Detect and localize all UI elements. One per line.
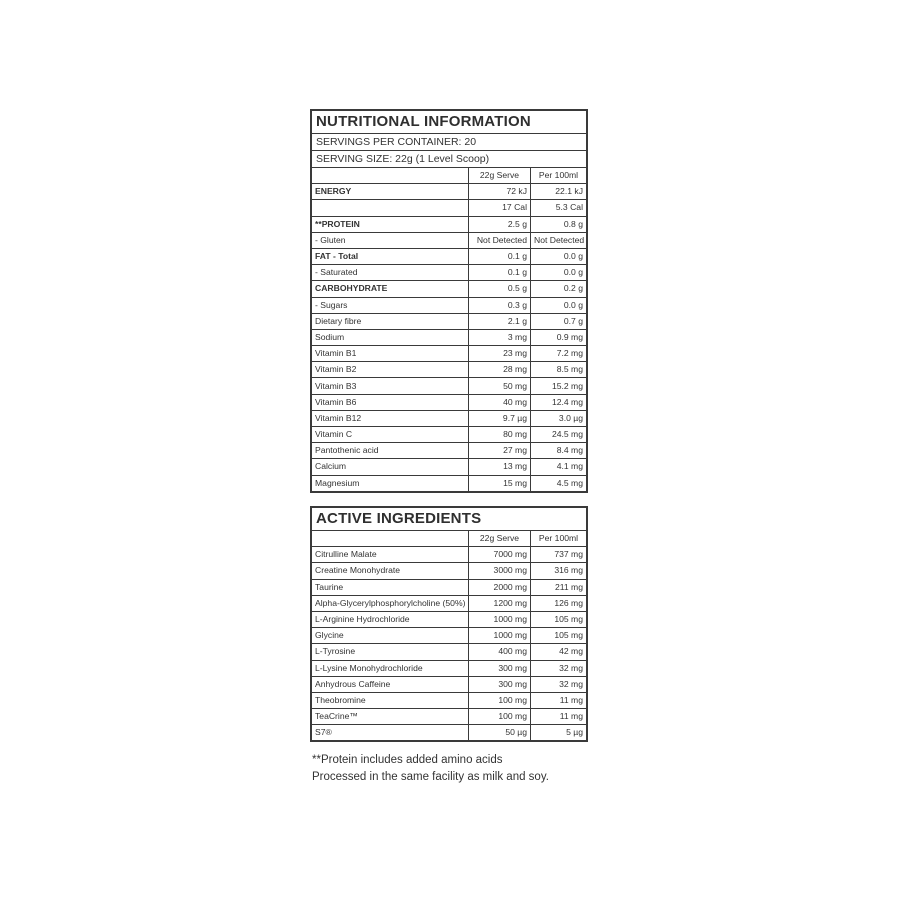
serve-value: 7000 mg <box>469 547 531 563</box>
nutrient-label: - Sugars <box>312 297 469 313</box>
table-row <box>312 313 586 329</box>
nutrition-table <box>312 168 586 491</box>
table-row <box>312 329 586 345</box>
nutrient-label: Vitamin B1 <box>312 346 469 362</box>
per100-value: 4.5 mg <box>531 475 587 491</box>
serve-value: 50 mg <box>469 378 531 394</box>
table-row <box>312 200 586 216</box>
per100-value: 105 mg <box>531 611 587 627</box>
per100-value: 7.2 mg <box>531 346 587 362</box>
serve-value: 28 mg <box>469 362 531 378</box>
nutrient-label: Vitamin B12 <box>312 410 469 426</box>
table-row <box>312 216 586 232</box>
nutrient-label: Vitamin C <box>312 427 469 443</box>
per100-value: 8.5 mg <box>531 362 587 378</box>
table-row <box>312 281 586 297</box>
nutrient-label: Theobromine <box>312 692 469 708</box>
per100-value: Not Detected <box>531 232 587 248</box>
serve-value: 0.1 g <box>469 248 531 264</box>
nutrient-label: TeaCrine™ <box>312 709 469 725</box>
serve-value: 17 Cal <box>469 200 531 216</box>
nutrient-label: Magnesium <box>312 475 469 491</box>
nutrient-label: Vitamin B3 <box>312 378 469 394</box>
per100-value: 737 mg <box>531 547 587 563</box>
table-row <box>312 579 586 595</box>
serve-value: Not Detected <box>469 232 531 248</box>
per100-value: 22.1 kJ <box>531 184 587 200</box>
per100-value: 316 mg <box>531 563 587 579</box>
nutrient-label: L-Tyrosine <box>312 644 469 660</box>
per100-value: 5 µg <box>531 725 587 741</box>
per100-value: 4.1 mg <box>531 459 587 475</box>
nutrient-label: S7® <box>312 725 469 741</box>
protein-footnote: **Protein includes added amino acids <box>312 754 503 766</box>
table-row <box>312 725 586 741</box>
serve-value: 100 mg <box>469 692 531 708</box>
facility-footnote: Processed in the same facility as milk and soy. <box>312 771 549 783</box>
table-row <box>312 443 586 459</box>
table-row <box>312 346 586 362</box>
active-header-row <box>312 531 586 547</box>
table-row <box>312 378 586 394</box>
serve-value: 2.1 g <box>469 313 531 329</box>
per100-value: 15.2 mg <box>531 378 587 394</box>
table-row <box>312 184 586 200</box>
nutrition-title: NUTRITIONAL INFORMATION <box>312 111 586 134</box>
table-row <box>312 709 586 725</box>
active-col-per100: Per 100ml <box>538 533 579 544</box>
active-ingredients-panel <box>310 506 588 742</box>
table-row <box>312 547 586 563</box>
table-row <box>312 676 586 692</box>
nutrient-label: L-Lysine Monohydrochloride <box>312 660 469 676</box>
nutrient-label: Taurine <box>312 579 469 595</box>
nutrition-header-row <box>312 168 586 184</box>
servings-per-container: SERVINGS PER CONTAINER: 20 <box>312 134 586 151</box>
table-row <box>312 265 586 281</box>
per100-value: 8.4 mg <box>531 443 587 459</box>
per100-value: 32 mg <box>531 676 587 692</box>
nutrient-label: Pantothenic acid <box>312 443 469 459</box>
serve-value: 0.5 g <box>469 281 531 297</box>
serve-value: 2.5 g <box>469 216 531 232</box>
per100-value: 32 mg <box>531 660 587 676</box>
serve-value: 0.1 g <box>469 265 531 281</box>
serve-value: 50 µg <box>469 725 531 741</box>
serving-size: SERVING SIZE: 22g (1 Level Scoop) <box>312 151 586 168</box>
nutrient-label: Vitamin B2 <box>312 362 469 378</box>
table-row <box>312 692 586 708</box>
per100-value: 211 mg <box>531 579 587 595</box>
table-row <box>312 297 586 313</box>
serve-value: 9.7 µg <box>469 410 531 426</box>
serve-value: 1000 mg <box>469 611 531 627</box>
serve-value: 3 mg <box>469 329 531 345</box>
serve-value: 0.3 g <box>469 297 531 313</box>
table-row <box>312 595 586 611</box>
serve-value: 300 mg <box>469 660 531 676</box>
table-row <box>312 628 586 644</box>
table-row <box>312 410 586 426</box>
nutrient-label: Glycine <box>312 628 469 644</box>
table-row <box>312 232 586 248</box>
serve-value: 1000 mg <box>469 628 531 644</box>
serve-value: 13 mg <box>469 459 531 475</box>
nutrient-label: Dietary fibre <box>312 313 469 329</box>
nutrient-label: **PROTEIN <box>312 216 469 232</box>
table-row <box>312 644 586 660</box>
nutrient-label: - Gluten <box>312 232 469 248</box>
nutrient-label: Sodium <box>312 329 469 345</box>
nutrient-label: Alpha-Glycerylphosphorylcholine (50%) <box>312 595 469 611</box>
table-row <box>312 475 586 491</box>
per100-value: 0.0 g <box>531 265 587 281</box>
per100-value: 11 mg <box>531 709 587 725</box>
per100-value: 3.0 µg <box>531 410 587 426</box>
nutrition-col-serve: 22g Serve <box>469 168 531 184</box>
nutrient-label: L-Arginine Hydrochloride <box>312 611 469 627</box>
per100-value: 42 mg <box>531 644 587 660</box>
nutrient-label: - Saturated <box>312 265 469 281</box>
nutrient-label: ENERGY <box>312 184 469 200</box>
active-header-blank <box>312 531 469 547</box>
nutrient-label: Citrulline Malate <box>312 547 469 563</box>
serve-value: 80 mg <box>469 427 531 443</box>
serve-value: 15 mg <box>469 475 531 491</box>
nutrient-label <box>312 200 469 216</box>
nutrient-label: Creatine Monohydrate <box>312 563 469 579</box>
serve-value: 23 mg <box>469 346 531 362</box>
nutrition-col-per100: Per 100ml <box>538 170 579 181</box>
table-row <box>312 459 586 475</box>
serve-value: 40 mg <box>469 394 531 410</box>
serve-value: 400 mg <box>469 644 531 660</box>
per100-value: 0.0 g <box>531 297 587 313</box>
table-row <box>312 563 586 579</box>
footnotes <box>312 752 549 786</box>
serve-value: 1200 mg <box>469 595 531 611</box>
table-row <box>312 427 586 443</box>
per100-value: 12.4 mg <box>531 394 587 410</box>
nutrition-header-blank <box>312 168 469 184</box>
per100-value: 126 mg <box>531 595 587 611</box>
active-col-serve: 22g Serve <box>469 531 531 547</box>
per100-value: 0.9 mg <box>531 329 587 345</box>
active-table <box>312 531 586 740</box>
nutrient-label: CARBOHYDRATE <box>312 281 469 297</box>
per100-value: 11 mg <box>531 692 587 708</box>
nutrition-panel <box>310 109 588 493</box>
nutrient-label: Vitamin B6 <box>312 394 469 410</box>
serve-value: 72 kJ <box>469 184 531 200</box>
table-row <box>312 248 586 264</box>
serve-value: 3000 mg <box>469 563 531 579</box>
nutrient-label: Anhydrous Caffeine <box>312 676 469 692</box>
serve-value: 100 mg <box>469 709 531 725</box>
nutrient-label: FAT - Total <box>312 248 469 264</box>
table-row <box>312 660 586 676</box>
per100-value: 0.2 g <box>531 281 587 297</box>
table-row <box>312 362 586 378</box>
serve-value: 27 mg <box>469 443 531 459</box>
nutrient-label: Calcium <box>312 459 469 475</box>
per100-value: 0.8 g <box>531 216 587 232</box>
per100-value: 5.3 Cal <box>531 200 587 216</box>
serve-value: 2000 mg <box>469 579 531 595</box>
per100-value: 0.7 g <box>531 313 587 329</box>
per100-value: 105 mg <box>531 628 587 644</box>
table-row <box>312 611 586 627</box>
table-row <box>312 394 586 410</box>
active-title: ACTIVE INGREDIENTS <box>312 508 586 531</box>
per100-value: 24.5 mg <box>531 427 587 443</box>
serve-value: 300 mg <box>469 676 531 692</box>
per100-value: 0.0 g <box>531 248 587 264</box>
